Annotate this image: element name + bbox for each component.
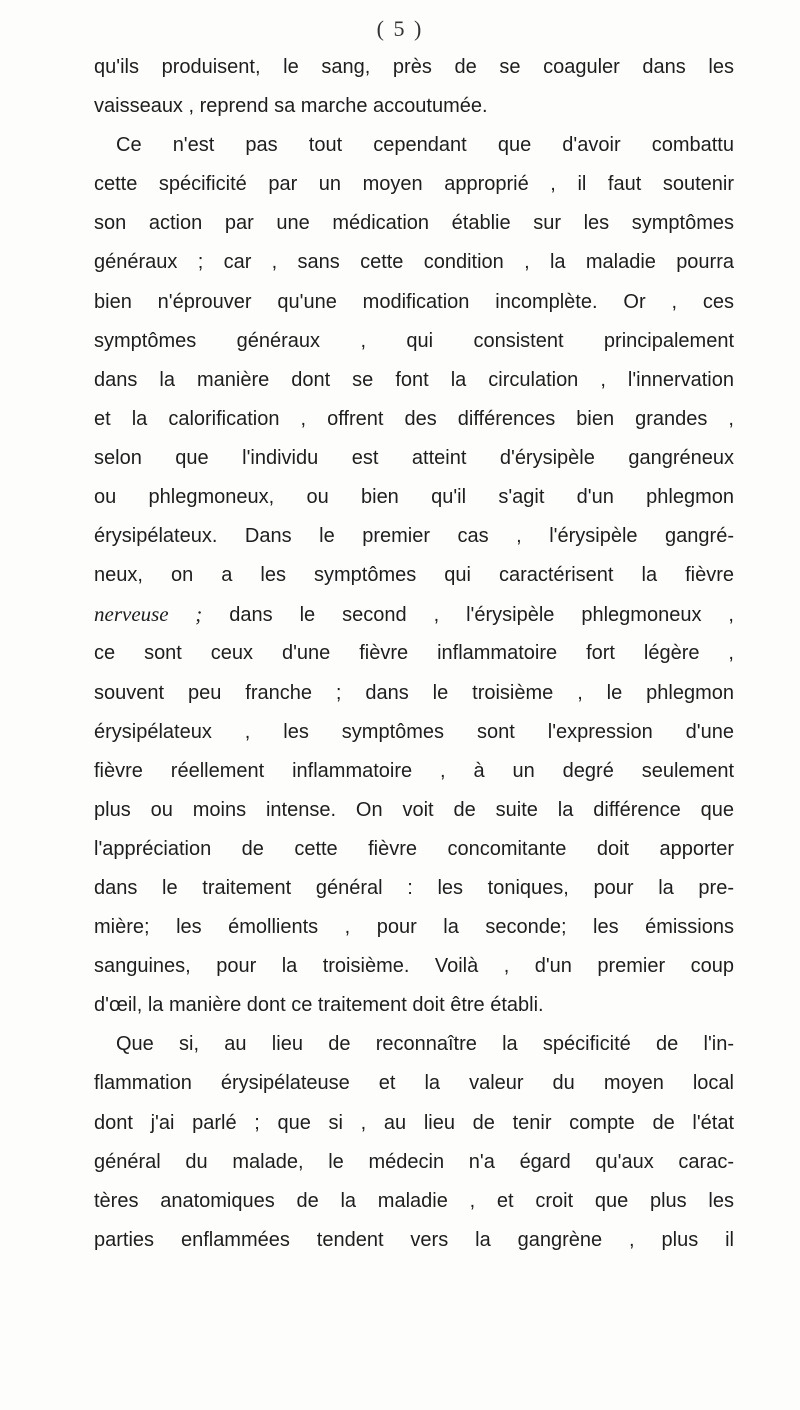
text-line: fièvre réellement inflammatoire , à un degré seulement	[94, 759, 734, 782]
text-line: l'appréciation de cette fièvre concomitante doit apporter	[94, 837, 734, 860]
text-line: dans la manière dont se font la circulation , l'innervation	[94, 368, 734, 391]
text-line: dans le traitement général : les toniques, pour la pre-	[94, 876, 734, 899]
text-line: flammation érysipélateuse et la valeur du moyen local	[94, 1072, 734, 1095]
text-line: ou phlegmoneux, ou bien qu'il s'agit d'un phlegmon	[94, 486, 734, 509]
text-line: et la calorification , offrent des différences bien grandes ,	[94, 407, 734, 430]
text-line: qu'ils produisent, le sang, près de se coaguler dans les	[94, 56, 734, 78]
text-line: parties enflammées tendent vers la gangrène , plus il	[94, 1228, 734, 1251]
text-line: d'œil, la manière dont ce traitement doit être établi.	[94, 994, 544, 1017]
text-line: mière; les émollients , pour la seconde; les émissions	[94, 916, 734, 939]
text-line: général du malade, le médecin n'a égard qu'aux carac-	[94, 1150, 734, 1173]
text-line: plus ou moins intense. On voit de suite la différence que	[94, 798, 734, 821]
body-text	[94, 48, 734, 1260]
text-line: tères anatomiques de la maladie , et croit que plus les	[94, 1189, 734, 1212]
text-line: bien n'éprouver qu'une modification incomplète. Or , ces	[94, 290, 734, 313]
text-line: érysipélateux , les symptômes sont l'expression d'une	[94, 720, 734, 743]
text-line: sanguines, pour la troisième. Voilà , d'un premier coup	[94, 955, 734, 978]
text-line: généraux ; car , sans cette condition , la maladie pourra	[94, 251, 734, 274]
text-line: selon que l'individu est atteint d'érysipèle gangréneux	[94, 446, 734, 469]
text-line: souvent peu franche ; dans le troisième , le phlegmon	[94, 681, 734, 704]
text-line: dont j'ai parlé ; que si , au lieu de tenir compte de l'état	[94, 1111, 734, 1134]
text-line: ce sont ceux d'une fièvre inflammatoire fort légère ,	[94, 642, 734, 665]
text-line: érysipélateux. Dans le premier cas , l'érysipèle gangré-	[94, 525, 734, 548]
text-line: neux, on a les symptômes qui caractérisent la fièvre	[94, 564, 734, 587]
text-line-rest: dans le second , l'érysipèle phlegmoneux ,	[229, 604, 734, 627]
text-line: symptômes généraux , qui consistent principalement	[94, 329, 734, 352]
text-line: cette spécificité par un moyen approprié , il faut soutenir	[94, 173, 734, 196]
paragraph-start-line: Que si, au lieu de reconnaître la spécificité de l'in-	[116, 1033, 734, 1056]
text-line: vaisseaux , reprend sa marche accoutumée.	[94, 95, 488, 118]
italic-term: nerveuse ;	[94, 602, 203, 627]
text-line: son action par une médication établie sur les symptômes	[94, 212, 734, 235]
text-line-with-italic	[94, 595, 734, 634]
paragraph-start-line: Ce n'est pas tout cependant que d'avoir combattu	[116, 134, 734, 157]
page-number: ( 5 )	[376, 16, 424, 41]
